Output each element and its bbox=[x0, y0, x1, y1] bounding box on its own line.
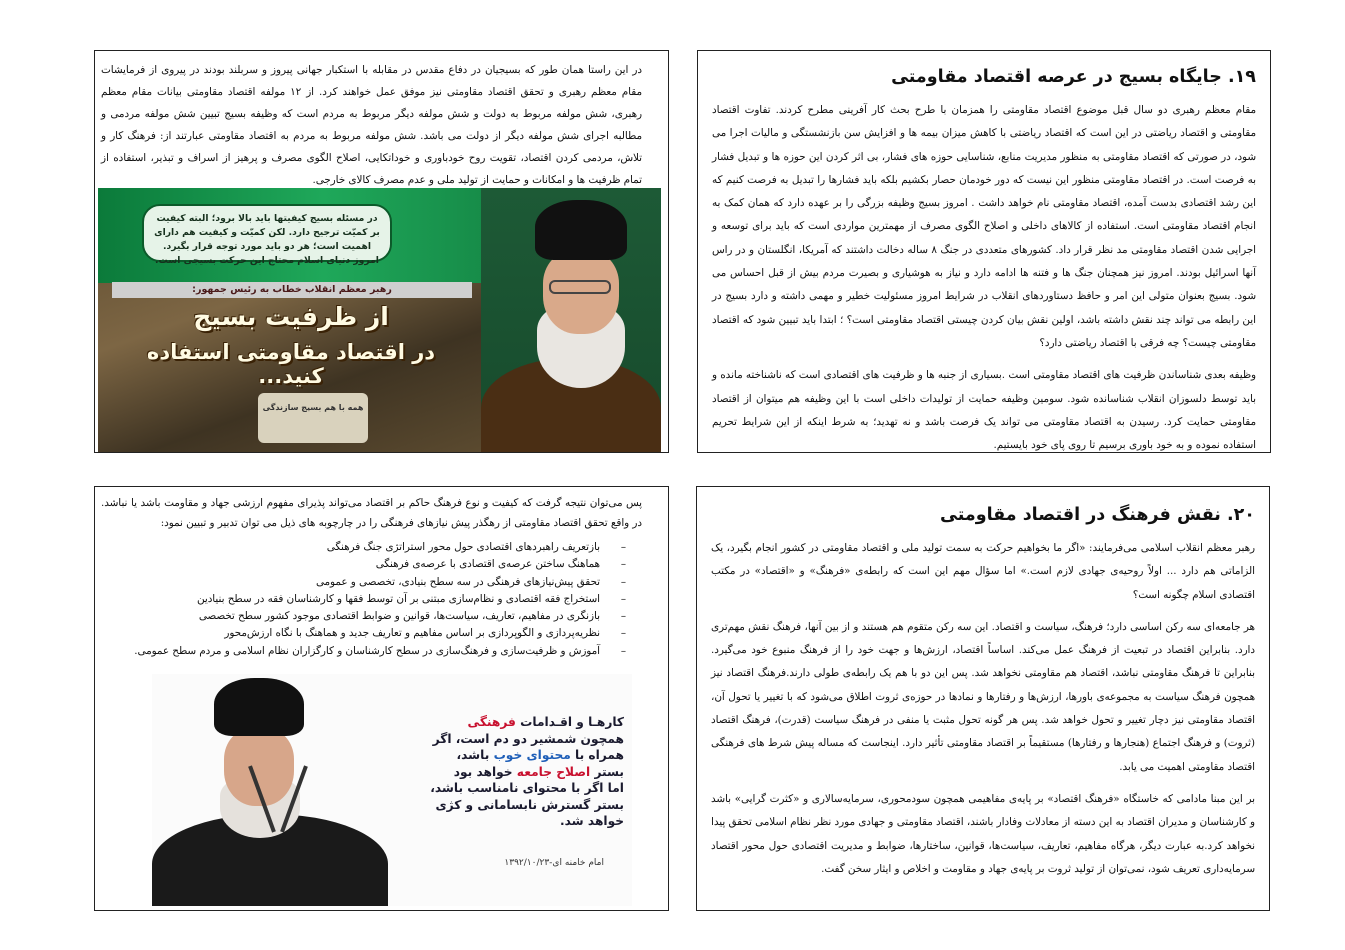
glasses bbox=[549, 280, 611, 294]
quote-text: اما اگر با محتوای نامناسب باشد، bbox=[430, 781, 624, 795]
paragraph: رهبر معظم انقلاب اسلامی می‌فرمایند: «اگر ما بخواهیم حرکت به سمت تولید ملی و اقتصاد مقاومتی در کشور انجام بگیرد، یک الزاماتی هم دارد ... اولاً روحیه‌ی جهادی لازم است.» اما سؤال مهم این است که رابطه‌ی «فرهنگ» و «اقتصاد» در مکتب اقتصادی اسلام چگونه است؟ bbox=[711, 542, 1255, 601]
poster-quote bbox=[414, 714, 624, 830]
basij-poster-image bbox=[98, 188, 661, 452]
poster-ribbon: رهبر معظم انقلاب خطاب به رئیس جمهور: bbox=[112, 282, 472, 298]
page-20 bbox=[696, 486, 1270, 911]
poster-signature: امام خامنه ای-۱۳۹۲/۱۰/۲۳ bbox=[504, 858, 604, 868]
paragraph: بر این مبنا مادامی که خاستگاه «فرهنگ اقتصاد» بر پایه‌ی مفاهیمی همچون سودمحوری، سرمایه‌سالاری و «کثرت گرایی» باشد و کارشناسان و مدیران اقتصاد به این دسته از معادلات وفادار باشند، اقتصاد مقاومتی و جهادی مورد نظر نظام اسلامی تحقق پیدا نخواهد کرد.به عبارت دیگر، هرگاه مفاهیم، تعاریف، سیاست‌ها، قوانین، ساختارها، ضوابط و مدیریت اقتصادی حول محور اقتصاد سرمایه‌داری تعریف شود، نمی‌توان از تولید ثروت بر پایه‌ی جهاد و مقاومت و اخلاص و ایثار سخن گفت. bbox=[711, 792, 1255, 875]
page-19-continued bbox=[94, 50, 669, 453]
culture-quote-poster bbox=[152, 674, 632, 906]
quote-text: همچون شمشیر دو دم است، اگر bbox=[432, 731, 624, 746]
list-item: – آموزش و ظرفیت‌سازی و فرهنگ‌سازی در سطح کارشناسان و کارگزاران نظام اسلامی و مردم سطح عمومی. bbox=[101, 643, 626, 660]
quote-text: بستر bbox=[590, 764, 624, 779]
prerequisite-list bbox=[101, 539, 642, 660]
quote-highlight: اصلاح جامعه bbox=[516, 764, 591, 779]
paragraph: وظیفه بعدی شناساندن ظرفیت های اقتصاد مقاومتی است .بسیاری از جنبه ها و ظرفیت های اقتصادی است که ناشناخته مانده و باید توسط دلسوزان انقلاب شناسانده شود. سومین وظیفه حمایت از تولیدات داخلی است با این وظیفه هم میتوان از اقتصاد مقاومتی حمایت کرد. رسیدن به اقتصاد مقاومتی می تواند یک فرصت باشد و نه تهدید؛ به شرط اینکه از این شرایط تحریم استفاده نموده و به خود باوری برسیم تا روی پای خود بایستیم. bbox=[712, 369, 1256, 452]
list-item: – نظریه‌پردازی و الگوپردازی بر اساس مفاهیم و تعاریف جدید و هماهنگ با نگاه ارزش‌محور bbox=[101, 625, 626, 642]
poster-quote: در مسئله بسیج کیفیتها باید بالا برود؛ البته کیفیت بر کمیّت ترجیح دارد. لکن کمیّت و کیفیت هم دارای اهمیت است؛ هر دو باید مورد توجه قرار بگیرد. امروز دنیای اسلام محتاج این حرکت بسیجی است. bbox=[142, 204, 392, 262]
list-item: – هماهنگ ساختن عرصه‌ی اقتصادی با عرصه‌ی فرهنگی bbox=[101, 556, 626, 573]
turban bbox=[214, 678, 304, 736]
page-title: ۱۹. جایگاه بسیج در عرصه اقتصاد مقاومتی bbox=[891, 67, 1256, 87]
paragraph: در این راستا همان طور که بسیجیان در دفاع مقدس در مقابله با استکبار جهانی پیروز و سربلند بودند در پیروی از فرمایشات مقام معظم رهبری و تحقق اقتصاد مقاومتی نیز موفق عمل خواهند کرد. از ۱۲ مولفه اقتصاد مقاومتی بیانات مقام معظم رهبری، شش مولفه مربوط به دولت و شش مولفه دیگر مربوط به مردم است که وظیفه بسیج تبیین شش مولفه مردمی و مطالبه اجرای شش مولفه دیگر از دولت می باشد. شش مولفه مربوط به مردم به اقتصاد مقاومتی عبارتند از: فرهنگ کار و تلاش، مردمی کردن اقتصاد، تقویت روح خودباوری و خوداتکایی، اصلاح الگوی مصرف و پرهیز از اسراف و تبذیر، استفاده از تمام ظرفیت ها و امکانات و حمایت از تولید ملی و عدم مصرف کالای خارجی. bbox=[101, 64, 642, 186]
shirt-text: همه با هم بسیج سازندگی bbox=[258, 393, 368, 443]
turban bbox=[535, 200, 627, 260]
poster-subheadline: در اقتصاد مقاومتی استفاده کنید... bbox=[146, 340, 436, 388]
quote-text: کارهـا و اقـدامات bbox=[515, 715, 624, 729]
poster-headline: از ظرفیت بسیج bbox=[193, 302, 389, 331]
quote-text: خواهد بود bbox=[453, 764, 517, 779]
paragraph: هر جامعه‌ای سه رکن اساسی دارد؛ فرهنگ، سیاست و اقتصاد. این سه رکن متقوم هم هستند و از بین آنها، فرهنگ نقش مهم‌تری دارد. بنابراین اقتصاد در تبعیت از فرهنگ عمل می‌کند. اساساً اقتصاد، ارزش‌ها و جهت خود را از فرهنگ منبوع خود می‌گیرد. بنابراین تا فرهنگ مقاومتی نباشد، اقتصاد هم مقاومتی نخواهد شد. پس این دو با هم یک رابطه‌ی طولی دارند.فرهنگ اقتصاد نیز همچون فرهنگ سیاست به مجموعه‌ی باورها، ارزش‌ها و رفتارها و نمادها در حوزه‌ی ثروت اطلاق می‌شود که با تغییر یا تحول آن، اقتصاد مقاومتی نیز دچار تغییر و تحول خواهد شد. پس هر گونه تحول مثبت یا منفی در فرهنگ سیاست (قدرت)، فرهنگ اقتصاد (ثروت) و فرهنگ اجتماع (هنجارها و رفتارها) مستقیماً بر اقتصاد مقاومتی تأثیر دارد. اینجاست که مساله پیش شرط های فرهنگی اقتصاد مقاومتی اهمیت می یابد. bbox=[711, 620, 1255, 773]
quote-text: بستر گسترش نابسامانی و کژی bbox=[435, 797, 624, 812]
list-item: – بازتعریف راهبردهای اقتصادی حول محور استراتژی جنگ فرهنگی bbox=[101, 539, 626, 556]
page-title: ۲۰. نقش فرهنگ در اقتصاد مقاومتی bbox=[940, 505, 1255, 525]
list-item: – بازنگری در مفاهیم، تعاریف، سیاست‌ها، قوانین و ضوابط اقتصادی موجود کشور سطح تخصصی bbox=[101, 608, 626, 625]
paragraph: پس می‌توان نتیجه گرفت که کیفیت و نوع فرهنگ حاکم بر اقتصاد می‌تواند پذیرای مفهوم ارزشی جهاد و مقاومت باشد یا نباشد. در واقع تحقق اقتصاد مقاومتی از رهگذر پیش نیازهای فرهنگی را در چارچوبه های ذیل می توان تدبیر و تبیین نمود: bbox=[101, 497, 642, 529]
paragraph: مقام معظم رهبری دو سال قبل موضوع اقتصاد مقاومتی را همزمان با طرح بحث کار آفرینی مطرح کردند. تفاوت اقتصاد مقاومتی و اقتصاد ریاضتی در این است که اقتصاد ریاضتی با کاهش میزان بیمه ها و افزایش سن بازنشستگی و مالیات اجرا می شود، در صورتی که اقتصاد مقاومتی به منظور مدیریت منابع، شناسایی حوزه های فشار، بی اثر کردن این حوزه ها و تبدیل فشار به فرصت است. در اقتصاد مقاومتی منظور این نیست که دور خودمان حصار بکشیم بلکه باید فشارها را تبدیل به فرصت کنیم که این رشد اقتصادی بدست آمده، اقتصاد مقاومتی نام خواهد داشت . امروز بسیج وظیفه بزرگی را بر عهده دارد که همان کمک به انجام اقتصاد مقاومتی است. استفاده از کالاهای داخلی و اصلاح الگوی مصرف از مهمترین مواردی است که باید برای توسعه و اجرایی شدن اقتصاد مقاومتی مد نظر قرار داد. کشورهای متعددی در جنگ ۸ ساله دخالت داشتند که آمریکا، انگلستان و در راس آنها اسرائیل بودند. امروز نیز همچنان جنگ ها و فتنه ها ادامه دارد و نیاز به هوشیاری و بصیرت مردم بیش از قبل احساس می شود. بسیج بعنوان متولی این امر و حافظ دستاوردهای انقلاب در شرایط امروز مسئولیت خطیر و مهمی داشته و دارد بسیج در این رابطه می تواند چند نقش داشته باشد، اولین نقش بیان کردن چیستی اقتصاد مقاومتی است؟ ؛ ابتدا باید تبیین شود که اقتصاد مقاومتی چیست؟ چه فرقی با اقتصاد ریاضتی دارد؟ bbox=[712, 104, 1257, 349]
list-item: – تحقق پیش‌نیازهای فرهنگی در سه سطح بنیادی، تخصصی و عمومی bbox=[101, 574, 626, 591]
quote-text: باشد، bbox=[456, 748, 494, 762]
leader-portrait bbox=[481, 188, 661, 452]
page-19 bbox=[697, 50, 1271, 453]
quote-highlight: فرهنگی bbox=[467, 715, 516, 729]
quote-text: همراه با bbox=[570, 748, 624, 762]
quote-text: خواهد شد. bbox=[560, 814, 624, 828]
leader-portrait bbox=[152, 674, 392, 906]
list-item: – استخراج فقه اقتصادی و نظام‌سازی مبتنی بر آن توسط فقها و کارشناسان فقه در سطح بنیادین bbox=[101, 591, 626, 608]
quote-highlight: محتوای خوب bbox=[493, 748, 571, 762]
page-20-continued bbox=[94, 486, 669, 911]
